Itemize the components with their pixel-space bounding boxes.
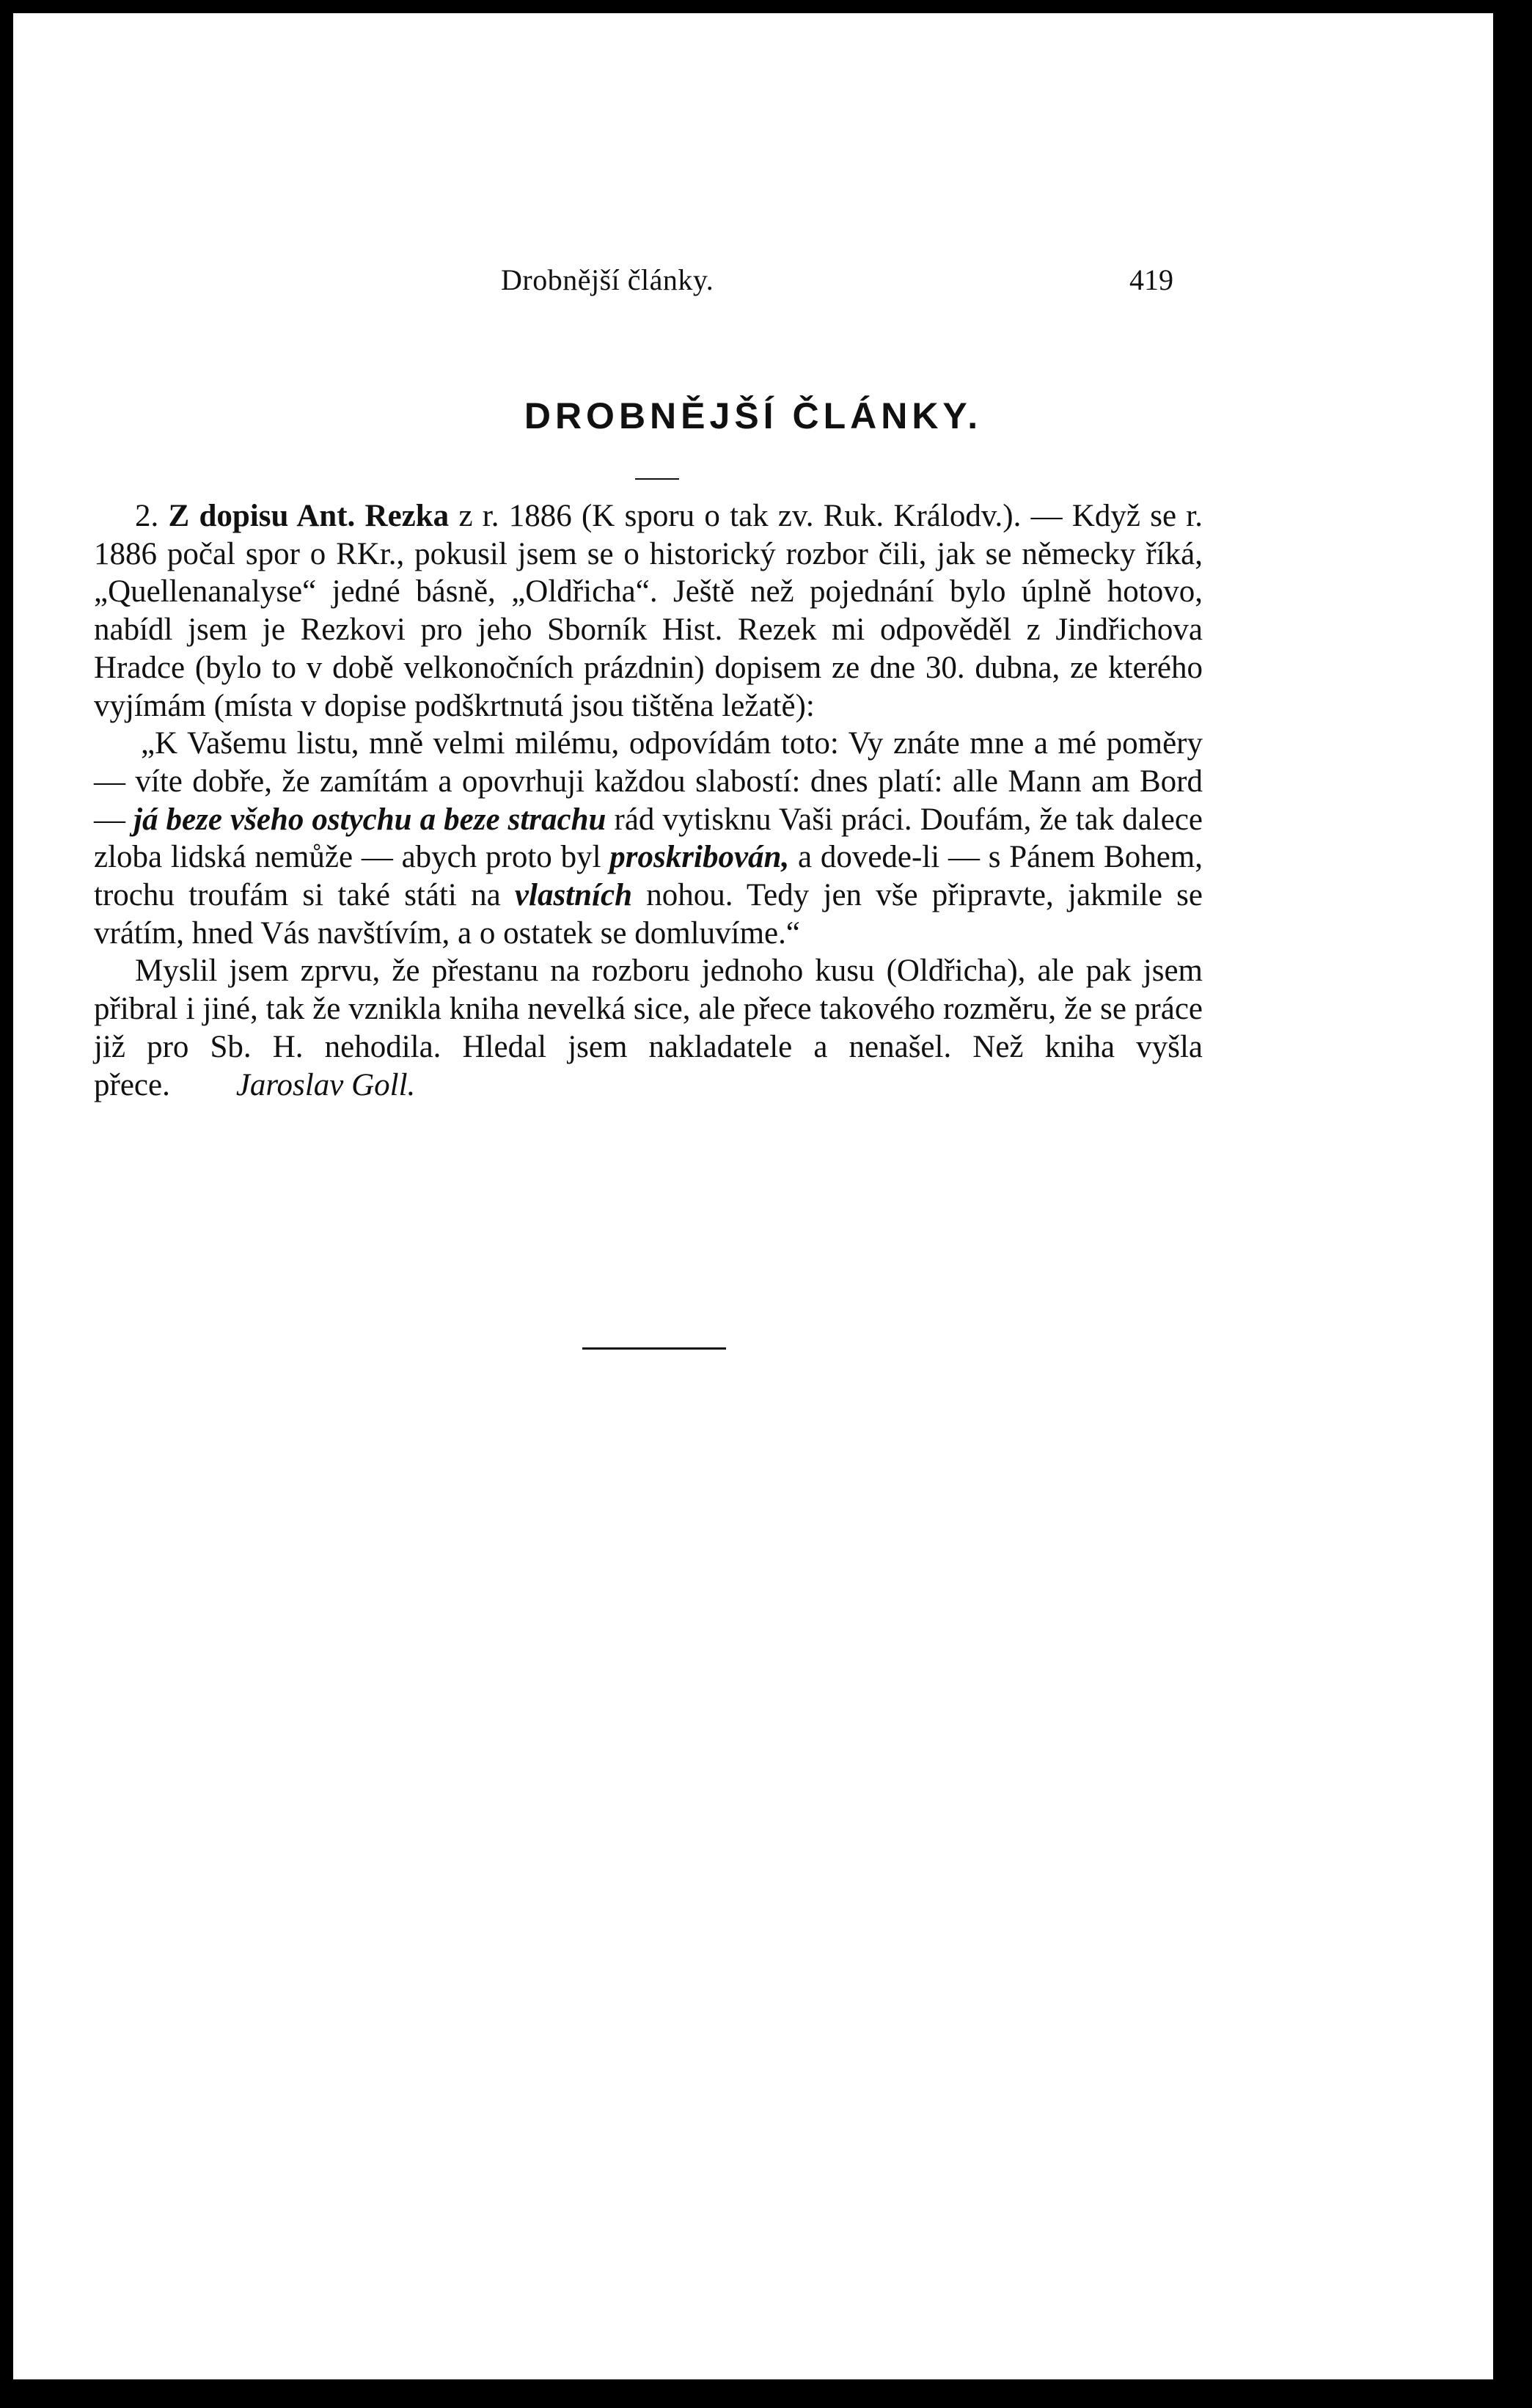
heading-rule [635,478,679,480]
quote-text-2: rád vytisknu Vaši práci. Doufám, že tak dalece zloba lidská nemůže — abych proto byl [94,802,1203,875]
article-label: Z dopisu Ant. Rezka [168,499,450,533]
book-page [13,13,1493,2379]
quote-text-1: „K Vašemu listu, mně velmi milému, odpovídám toto: Vy znáte mne a mé poměry — víte dobře, že zamítám a opovrhuji každou slabostí: dnes platí: alle Mann am Bord — [94,726,1203,837]
article-body [94,497,1203,1104]
end-rule [582,1347,726,1350]
quoted-letter [94,725,1203,952]
quote-emphasis-1: já beze všeho ostychu a beze strachu [133,802,606,837]
page-number: 419 [1129,263,1173,296]
quote-text-4: nohou. Tedy jen vše připravte, jakmile se vrátím, hned Vás navštívím, a o ostatek se domluvíme.“ [94,878,1203,951]
author-signature: Jaroslav Goll. [235,1067,416,1102]
closing-text: Myslil jsem zprvu, že přestanu na rozboru jednoho kusu (Oldřicha), ale pak jsem přibral i jiné, tak že vznikla kniha nevelká sice, ale přece takového rozměru, že se práce již pro Sb. H. nehodila. Hledal jsem nakladatele a nenašel. Než kniha vyšla přece. [94,954,1203,1102]
intro-paragraph [94,497,1203,725]
running-title: Drobnější články. [501,263,714,296]
quote-emphasis-3: vlastních [514,878,632,913]
intro-text: z r. 1886 (K sporu o tak zv. Ruk. Králodv.). — Když se r. 1886 počal spor o RKr., pokusil jsem se o historický rozbor čili, jak se německy říká, „Quellenanalyse“ jedné básně, „Oldřicha“. Ještě než pojednání bylo úplně hotovo, nabídl jsem je Rezkovi pro jeho Sborník Hist. Rezek mi odpověděl z Jindřichova Hradce (bylo to v době velkonočních prázdnin) dopisem ze dne 30. dubna, ze kterého vyjímám (místa v dopise podškrtnutá jsou tištěna ležatě): [94,499,1203,723]
running-head [13,263,1493,307]
section-heading: DROBNĚJŠÍ ČLÁNKY. [524,395,983,436]
quote-text-3: a dovede-li — s Pánem Bohem, trochu troufám si také státi na [94,840,1203,913]
closing-paragraph [94,952,1203,1104]
article-number: 2. [135,499,159,533]
quote-emphasis-2: proskribován, [609,840,790,875]
